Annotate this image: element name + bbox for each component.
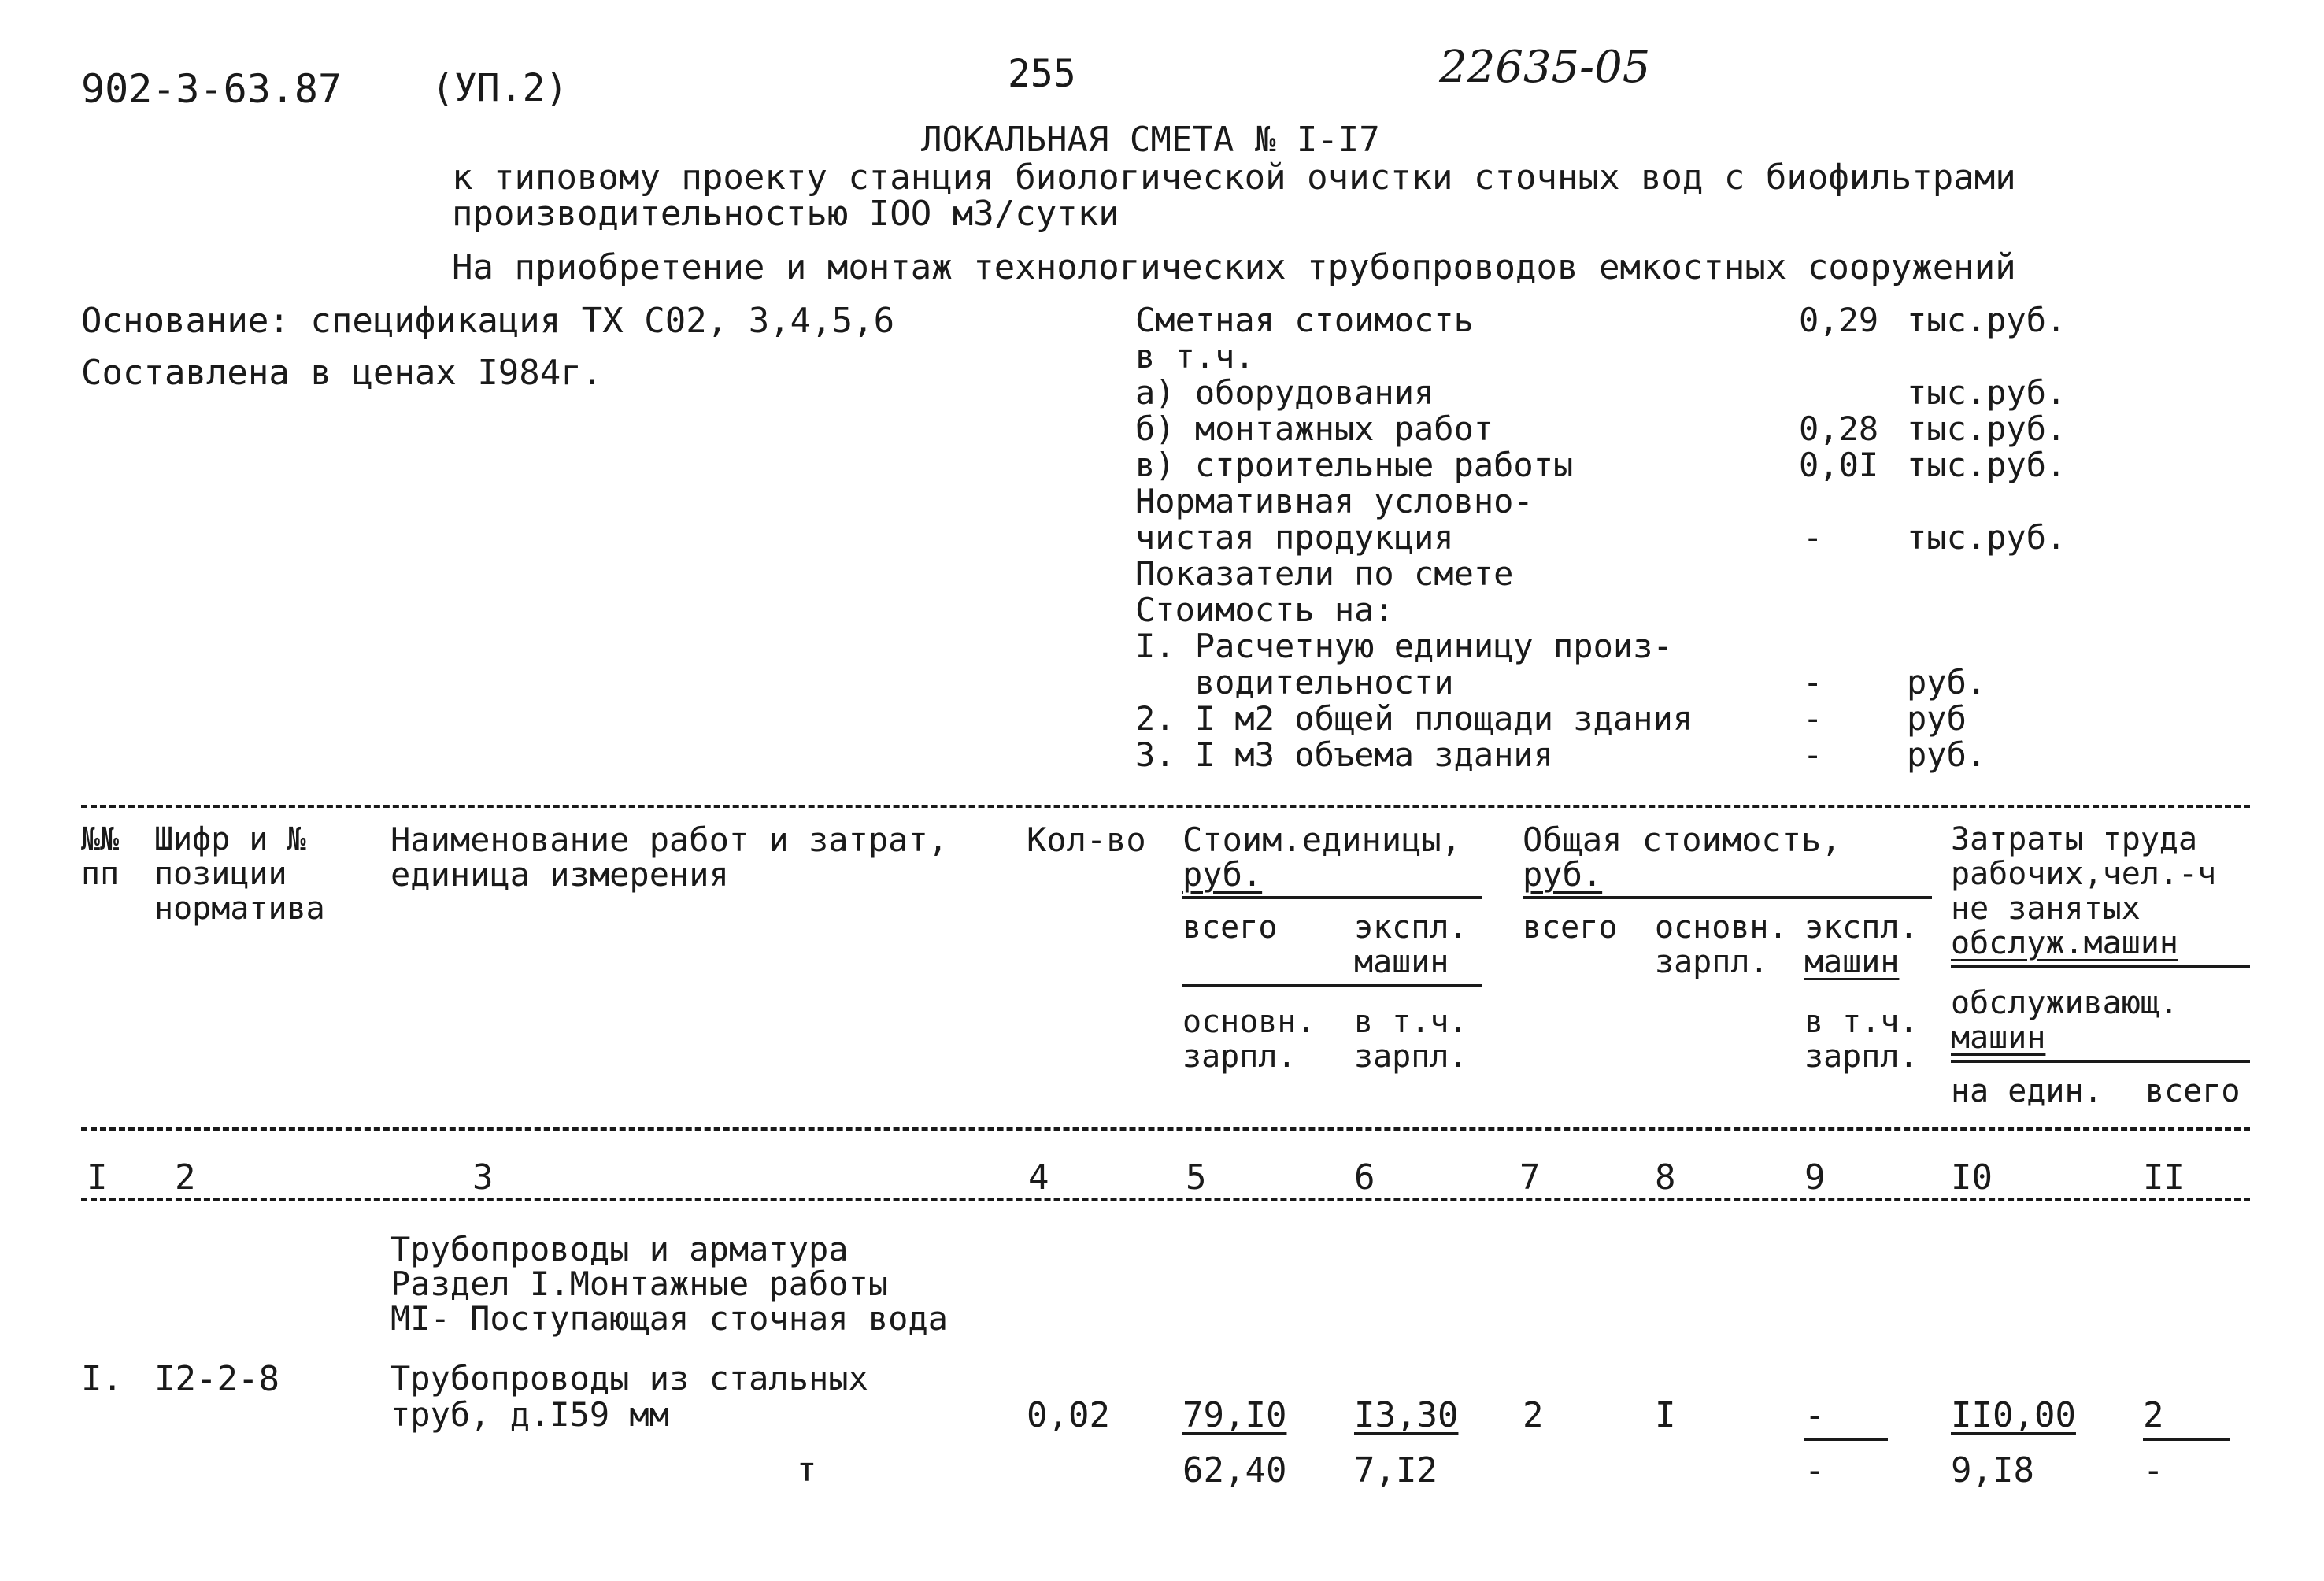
header-unit-expl: машин: [1354, 944, 1449, 980]
page-number: 255: [1008, 52, 1076, 96]
summary-label: Сметная стоимость: [1135, 301, 1474, 339]
estimate-subtitle-2: производительностью IOO м3/сутки: [452, 194, 1119, 234]
summary-label: чистая продукция: [1135, 518, 1454, 557]
header-total-expl: машин: [1804, 944, 1900, 980]
col-number: I: [87, 1157, 108, 1198]
summary-label: б) монтажных работ: [1135, 409, 1494, 448]
separator-mid: [81, 1127, 2250, 1131]
section-heading: Трубопроводы и арматура: [390, 1230, 849, 1268]
header-num: №№: [81, 821, 120, 857]
col-number: 2: [175, 1157, 196, 1198]
row-name: труб, д.I59 мм: [390, 1395, 670, 1434]
header-labor-total: всего: [2145, 1073, 2241, 1109]
header-total-incl: в т.ч.: [1804, 1004, 1919, 1040]
header-total-incl: зарпл.: [1804, 1039, 1919, 1075]
summary-unit: тыс.руб.: [1907, 518, 2067, 557]
header-code: Шифр и №: [154, 821, 306, 857]
separator-top: [81, 805, 2250, 808]
col-number: 7: [1519, 1157, 1541, 1198]
row-num: I.: [81, 1359, 123, 1399]
section-heading: МI- Поступающая сточная вода: [390, 1299, 949, 1338]
header-code: позиции: [154, 856, 287, 892]
header-total-basic: основн.: [1655, 909, 1788, 946]
row-unit-total: 79,I0: [1182, 1395, 1287, 1435]
header-qty: Кол-во: [1027, 820, 1146, 859]
row-unit-incl: 7,I2: [1354, 1450, 1438, 1490]
summary-unit: тыс.руб.: [1907, 409, 2067, 448]
summary-label: Показатели по смете: [1135, 554, 1514, 593]
summary-unit: руб.: [1907, 663, 1987, 702]
header-unit-basic: зарпл.: [1182, 1039, 1297, 1075]
col-number: 8: [1655, 1157, 1676, 1198]
summary-label: в т.ч.: [1135, 337, 1255, 376]
summary-unit: тыс.руб.: [1907, 446, 2067, 484]
summary-label: Нормативная условно-: [1135, 482, 1534, 520]
header-code: норматива: [154, 890, 325, 927]
summary-unit: тыс.руб.: [1907, 373, 2067, 412]
col-number: 5: [1186, 1157, 1207, 1198]
header-num: пп: [81, 856, 120, 892]
header-rule: [1523, 896, 1932, 899]
header-labor: не занятых: [1951, 890, 2141, 927]
summary-unit: руб: [1907, 699, 1967, 738]
header-name: единица измерения: [390, 855, 729, 894]
header-labor: обслуживающ.: [1951, 985, 2178, 1021]
row-labor-total: -: [2143, 1450, 2164, 1490]
header-rule: [1951, 1060, 2250, 1063]
col-number: II: [2143, 1157, 2185, 1198]
summary-value: -: [1803, 735, 1823, 774]
summary-value: -: [1803, 663, 1823, 702]
summary-unit: руб.: [1907, 735, 1987, 774]
basis-spec: Основание: спецификация ТХ С02, 3,4,5,6: [81, 301, 895, 341]
header-unit-incl: зарпл.: [1354, 1039, 1468, 1075]
summary-label: 2. I м2 общей площади здания: [1135, 699, 1693, 738]
summary-value: 0,0I: [1799, 446, 1879, 484]
header-rule: [1182, 896, 1482, 899]
header-name: Наименование работ и затрат,: [390, 820, 949, 859]
summary-label: водительности: [1135, 663, 1454, 702]
handwritten-number: 22635-05: [1439, 42, 1651, 93]
row-labor-per-unit: 9,I8: [1951, 1450, 2034, 1490]
col-number: 9: [1804, 1157, 1826, 1198]
header-unit-basic: основн.: [1182, 1004, 1316, 1040]
estimate-title: ЛОКАЛЬНАЯ СМЕТА № I-I7: [921, 120, 1380, 160]
separator-colnums: [81, 1198, 2250, 1201]
header-labor: машин: [1951, 1020, 2046, 1056]
section-heading: Раздел I.Монтажные работы: [390, 1264, 889, 1303]
summary-label: I. Расчетную единицу произ-: [1135, 627, 1673, 665]
summary-label: в) строительные работы: [1135, 446, 1574, 484]
header-unit-cost: руб.: [1182, 855, 1263, 894]
summary-label: 3. I м3 объема здания: [1135, 735, 1554, 774]
col-number: I0: [1951, 1157, 1993, 1198]
document-code: 902-3-63.87: [81, 66, 342, 112]
header-total-expl: экспл.: [1804, 909, 1919, 946]
header-unit-cost: Стоим.единицы,: [1182, 820, 1462, 859]
header-unit-incl: в т.ч.: [1354, 1004, 1468, 1040]
col-number: 6: [1354, 1157, 1375, 1198]
header-labor: обслуж.машин: [1951, 925, 2178, 961]
header-labor-per-unit: на един.: [1951, 1073, 2103, 1109]
row-unit-basic: 62,40: [1182, 1450, 1287, 1490]
header-total-cost: Общая стоимость,: [1523, 820, 1841, 859]
estimate-subtitle-1: к типовому проекту станция биологической очистки сточных вод с биофильтрами: [452, 157, 2016, 198]
row-labor-per-unit: II0,00: [1951, 1395, 2076, 1435]
summary-value: -: [1803, 699, 1823, 738]
summary-unit: тыс.руб.: [1907, 301, 2067, 339]
row-total-basic: I: [1655, 1395, 1676, 1435]
row-total-expl: -: [1804, 1395, 1826, 1435]
summary-label: а) оборудования: [1135, 373, 1434, 412]
col-number: 4: [1028, 1157, 1049, 1198]
row-qty: 0,02: [1027, 1395, 1110, 1435]
row-name: Трубопроводы из стальных: [390, 1359, 868, 1398]
row-total-all: 2: [1523, 1395, 1544, 1435]
summary-value: -: [1803, 518, 1823, 557]
header-unit-total: всего: [1182, 909, 1278, 946]
summary-value: 0,28: [1799, 409, 1879, 448]
summary-label: Стоимость на:: [1135, 591, 1394, 629]
header-total-basic: зарпл.: [1655, 944, 1769, 980]
row-code: I2-2-8: [154, 1359, 279, 1399]
header-labor: рабочих,чел.-ч: [1951, 856, 2217, 892]
row-labor-total: 2: [2143, 1395, 2164, 1435]
col-number: 3: [472, 1157, 494, 1198]
row-total-incl: -: [1804, 1450, 1826, 1490]
row-underline: [2143, 1438, 2230, 1441]
header-total-all: всего: [1523, 909, 1618, 946]
row-unit-expl: I3,30: [1354, 1395, 1459, 1435]
header-rule: [1182, 984, 1482, 987]
basis-prices: Составлена в ценах I984г.: [81, 353, 603, 393]
header-rule: [1951, 965, 2250, 968]
row-unit: т: [797, 1450, 817, 1489]
album-label: (УП.2): [431, 66, 568, 110]
row-underline: [1804, 1438, 1888, 1441]
header-total-cost: руб.: [1523, 855, 1603, 894]
summary-value: 0,29: [1799, 301, 1879, 339]
header-unit-expl: экспл.: [1354, 909, 1468, 946]
header-labor: Затраты труда: [1951, 821, 2198, 857]
estimate-purpose: На приобретение и монтаж технологических трубопроводов емкостных сооружений: [452, 247, 2016, 287]
